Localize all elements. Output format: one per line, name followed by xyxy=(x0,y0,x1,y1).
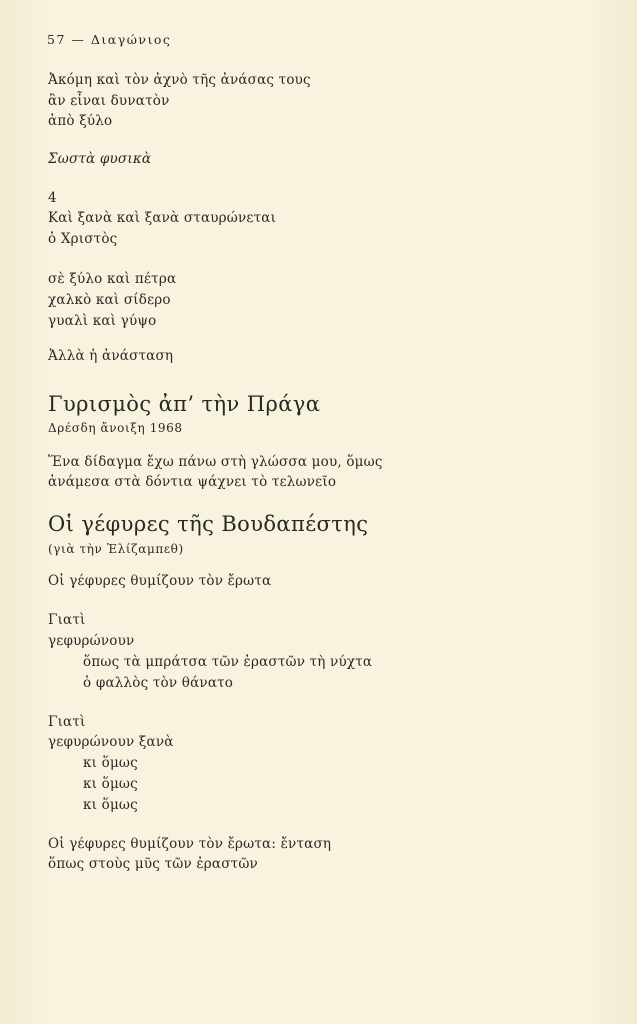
poem-line: ὁ Χριστὸς xyxy=(48,231,118,247)
poem-line: ὅπως τὰ μπράτσα τῶν ἐραστῶν τὴ νύχτα xyxy=(83,654,373,670)
poem-dedication: (γιὰ τὴν Ἐλίζαμπεθ) xyxy=(48,542,184,556)
poem-line: Σωστὰ φυσικὰ xyxy=(48,151,152,167)
poem-line: Γιατὶ xyxy=(48,714,86,730)
poem-line: Οἱ γέφυρες θυμίζουν τὸν ἔρωτα: ἔνταση xyxy=(48,836,332,852)
poem-title: Οἱ γέφυρες τῆς Βουδαπέστης xyxy=(48,512,369,536)
poem-line: Ἕνα δίδαγμα ἔχω πάνω στὴ γλώσσα μου, ὅμως xyxy=(48,454,383,470)
poem-line: χαλκὸ καὶ σίδερο xyxy=(48,292,171,308)
poem-line: ἀπὸ ξύλο xyxy=(48,113,113,129)
poem-line: ὁ φαλλὸς τὸν θάνατο xyxy=(83,675,234,691)
poem-line: κι ὅμως xyxy=(83,755,138,771)
poem-line: γεφυρώνουν ξανὰ xyxy=(48,734,174,750)
poem-line: κι ὅμως xyxy=(83,797,138,813)
poem-line: ἂν εἶναι δυνατὸν xyxy=(48,93,170,109)
poem-line: Οἱ γέφυρες θυμίζουν τὸν ἔρωτα xyxy=(48,573,272,589)
poem-line: γεφυρώνουν xyxy=(48,633,135,649)
poem-line: Ἀκόμη καὶ τὸν ἀχνὸ τῆς ἀνάσας τους xyxy=(48,72,311,88)
poem-line: Καὶ ξανὰ καὶ ξανὰ σταυρώνεται xyxy=(48,210,277,226)
poem-line: Γιατὶ xyxy=(48,612,86,628)
poem-line: Ἀλλὰ ἡ ἀνάσταση xyxy=(48,348,174,364)
poem-line: γυαλὶ καὶ γύψο xyxy=(48,313,157,329)
poem-subtitle: Δρέσδη ἄνοιξη 1968 xyxy=(48,421,183,435)
poem-line: σὲ ξύλο καὶ πέτρα xyxy=(48,271,177,287)
poem-line: κι ὅμως xyxy=(83,776,138,792)
section-number: 4 xyxy=(48,190,57,206)
poem-line: ἀνάμεσα στὰ δόντια ψάχνει τὸ τελωνεῖο xyxy=(48,474,337,490)
poem-line: ὅπως στοὺς μῦς τῶν ἐραστῶν xyxy=(48,856,258,872)
running-head: 57 — Διαγώνιος xyxy=(47,32,172,47)
poem-title: Γυρισμὸς ἀπ’ τὴν Πράγα xyxy=(48,392,321,416)
